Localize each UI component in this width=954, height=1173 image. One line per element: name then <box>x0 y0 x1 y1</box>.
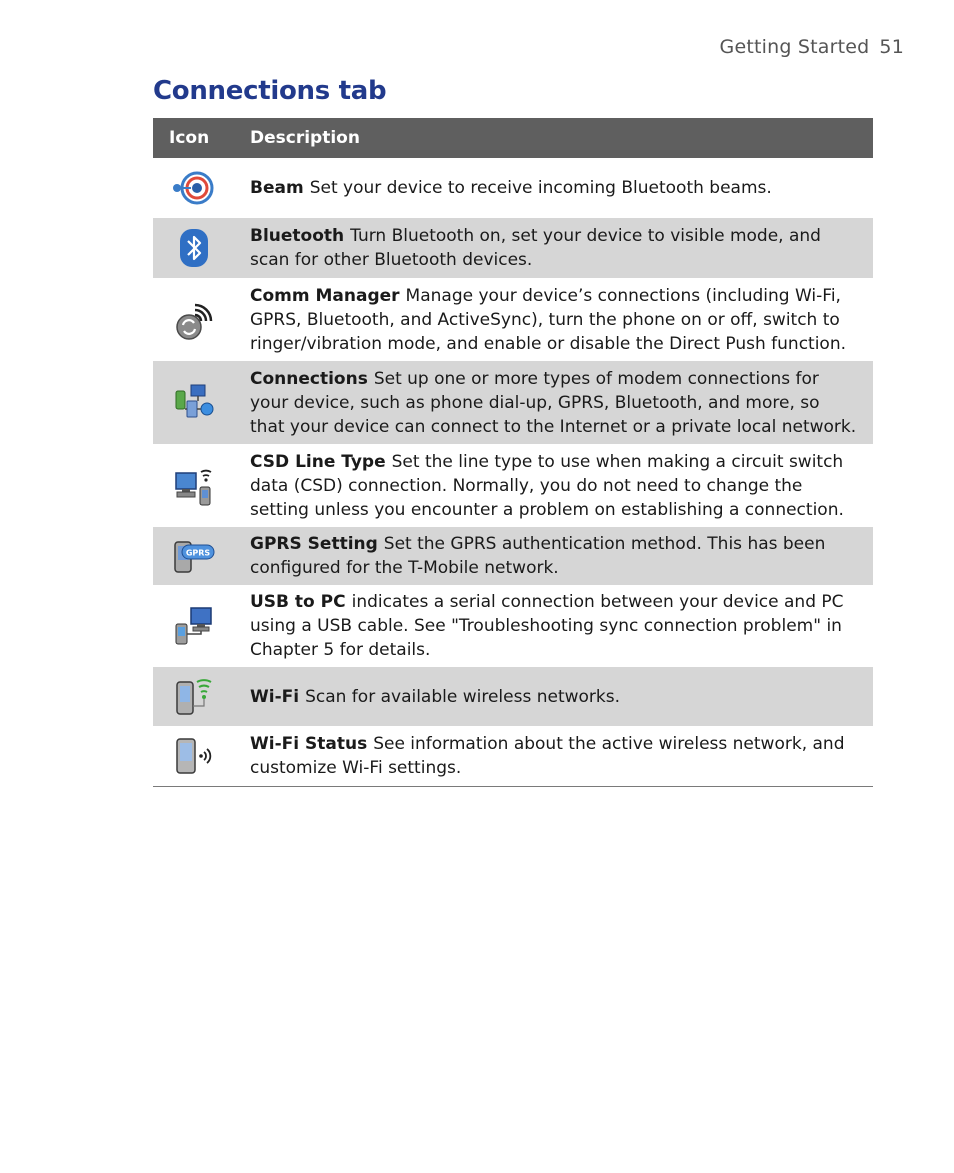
table-header <box>153 118 873 158</box>
feature-description: Set the GPRS authentication method. This has been configured for the T-Mobile network. <box>250 534 826 578</box>
feature-name: Beam <box>250 178 304 198</box>
feature-description: indicates a serial connection between your device and PC using a USB cable. See "Troubleshooting sync connection problem" in Chapter 5 for details. <box>250 592 844 660</box>
feature-description: Turn Bluetooth on, set your device to visible mode, and scan for other Bluetooth devices. <box>250 226 821 270</box>
feature-description: See information about the active wireless network, and customize Wi-Fi settings. <box>250 734 845 778</box>
connections-table <box>153 118 873 787</box>
feature-name: Connections <box>250 368 368 389</box>
row-description <box>234 224 873 272</box>
row-description <box>234 284 873 356</box>
feature-description: Set up one or more types of modem connections for your device, such as phone dial-up, GPRS, Bluetooth, and more, so that your device can connect to the Internet or a private local network. <box>250 368 857 437</box>
usb-to-pc-icon <box>153 606 234 646</box>
feature-description: Set your device to receive incoming Bluetooth beams. <box>309 178 772 198</box>
row-description <box>234 532 873 580</box>
table-row <box>153 667 873 726</box>
feature-name: Comm Manager <box>250 285 400 306</box>
section-title: Connections tab <box>153 76 387 106</box>
bluetooth-icon <box>153 228 234 268</box>
feature-name: Wi-Fi Status <box>250 734 368 754</box>
row-description <box>234 367 873 439</box>
comm-manager-icon <box>153 299 234 341</box>
table-row <box>153 585 873 667</box>
csd-line-type-icon <box>153 465 234 507</box>
wifi-status-icon <box>153 735 234 777</box>
feature-description: Manage your device’s connections (including Wi-Fi, GPRS, Bluetooth, and ActiveSync), turn the phone on or off, switch to ringer/vibration mode, and enable or disable the Direct Push function. <box>250 285 847 354</box>
feature-name: CSD Line Type <box>250 451 386 472</box>
column-header-icon: Icon <box>169 128 210 148</box>
feature-description: Scan for available wireless networks. <box>305 686 621 707</box>
gprs-badge-text: GPRS <box>185 548 210 558</box>
table-row <box>153 726 873 786</box>
table-row <box>153 158 873 218</box>
row-description <box>234 732 873 780</box>
page-number: 51 <box>879 36 904 58</box>
feature-name: USB to PC <box>250 592 346 612</box>
feature-name: Wi-Fi <box>250 686 300 707</box>
feature-name: GPRS Setting <box>250 534 378 554</box>
beam-icon <box>153 168 234 208</box>
running-header <box>720 36 904 58</box>
feature-name: Bluetooth <box>250 226 345 246</box>
running-header-section: Getting Started <box>719 36 870 58</box>
wifi-icon <box>153 676 234 718</box>
table-row <box>153 527 873 585</box>
table-row <box>153 361 873 444</box>
row-description <box>234 685 873 709</box>
feature-description: Set the line type to use when making a circuit switch data (CSD) connection. Normally, you do not need to change the setting unless you encounter a problem on establishing a connection. <box>250 451 844 520</box>
row-description <box>234 176 873 200</box>
row-description <box>234 590 873 662</box>
gprs-setting-icon <box>153 536 234 576</box>
table-row <box>153 278 873 361</box>
connections-icon <box>153 383 234 423</box>
table-row <box>153 444 873 527</box>
row-description <box>234 450 873 522</box>
column-header-description: Description <box>250 128 360 148</box>
table-row <box>153 218 873 278</box>
